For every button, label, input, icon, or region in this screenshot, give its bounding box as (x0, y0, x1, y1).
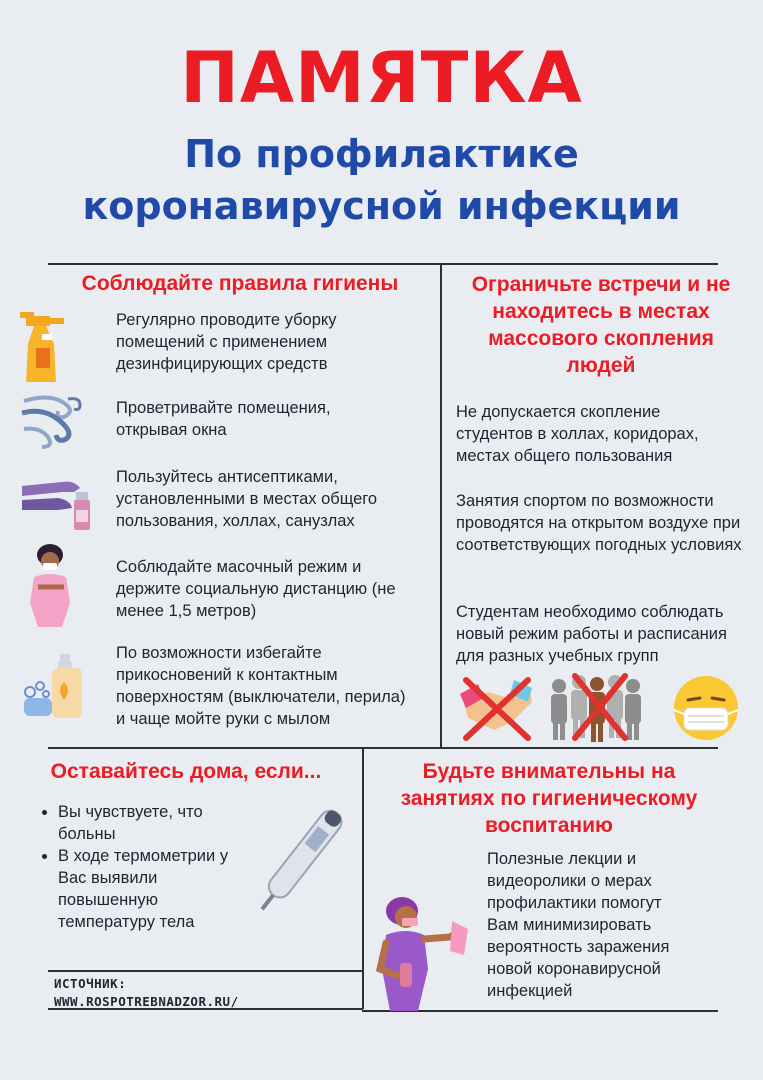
page-subtitle (0, 128, 763, 232)
source-label: ИСТОЧНИК: (54, 976, 127, 991)
hygiene-item-5-text: По возможности избегайте прикосновений к контактным поверхностям (выключатели, перила) и чаще мойте руки с мылом (116, 644, 406, 728)
soap-icon (20, 652, 90, 720)
woman-cleaning-icon (372, 893, 472, 1011)
meetings-paragraph-3: Студентам необходимо соблюдать новый режим работы и расписания для разных учебных групп (456, 603, 727, 665)
hygiene-heading: Соблюдайте правила гигиены (81, 272, 399, 295)
hygiene-item-3-text: Пользуйтесь антисептиками, установленными в местах общего пользования, холлах, санузлах (116, 468, 378, 530)
attentive-text: Полезные лекции и видеоролики о мерах профилактики помогут Вам минимизировать вероятность заражения новой коронавирусной инфекцией (487, 850, 670, 1000)
subtitle-line-1: По профилактике (184, 132, 579, 176)
top-divider (48, 263, 718, 265)
no-crowd-icon (545, 672, 647, 744)
attentive-heading-line-1: Будьте внимательны на (422, 760, 676, 783)
wind-icon (20, 393, 84, 451)
meetings-heading-line-2: находитесь в местах (492, 300, 710, 323)
hygiene-item-4-text: Соблюдайте масочный режим и держите социальную дистанцию (не менее 1,5 метров) (116, 558, 396, 620)
meetings-heading-line-1: Ограничьте встречи и не (471, 273, 731, 296)
source-divider (48, 970, 363, 972)
subtitle-line-2: коронавирусной инфекции (82, 184, 681, 228)
attentive-heading-line-2: занятиях по гигиеническому (400, 787, 698, 810)
meetings-heading-line-4: людей (566, 354, 636, 377)
attentive-heading (368, 758, 730, 839)
thermometer-icon (254, 800, 344, 924)
woman-mask-icon (28, 543, 74, 629)
upper-vertical-divider (440, 263, 442, 748)
hygiene-item-2-text: Проветривайте помещения, открывая окна (116, 399, 331, 439)
no-handshake-icon (458, 674, 536, 744)
meetings-heading-line-3: массового скопления (488, 327, 714, 350)
attentive-heading-line-3: воспитанию (485, 814, 613, 837)
meetings-heading (446, 271, 756, 379)
meetings-paragraph-2: Занятия спортом по возможности проводятся на открытом воздухе при соответствующих погодных условиях (456, 492, 742, 554)
sanitizer-hands-icon (22, 470, 94, 532)
meetings-paragraph-1: Не допускается скопление студентов в холлах, коридорах, местах общего пользования (456, 403, 699, 465)
source-block (54, 975, 354, 1011)
mask-emoji-icon (672, 674, 740, 742)
page-title: ПАМЯТКА (180, 37, 583, 119)
middle-divider (48, 747, 718, 749)
stay-home-list (38, 801, 248, 933)
spray-bottle-icon (20, 308, 70, 386)
stay-home-heading: Оставайтесь дома, если... (50, 760, 322, 783)
stay-home-bullet-1: • Вы чувствуете, что больны (58, 801, 248, 845)
hygiene-item-1-text: Регулярно проводите уборку помещений с применением дезинфицирующих средств (116, 311, 337, 373)
stay-home-bullet-2: • В ходе термометрии у Вас выявили повышенную температуру тела (58, 845, 248, 933)
source-url[interactable]: WWW.ROSPOTREBNADZOR.RU/ (54, 994, 239, 1009)
